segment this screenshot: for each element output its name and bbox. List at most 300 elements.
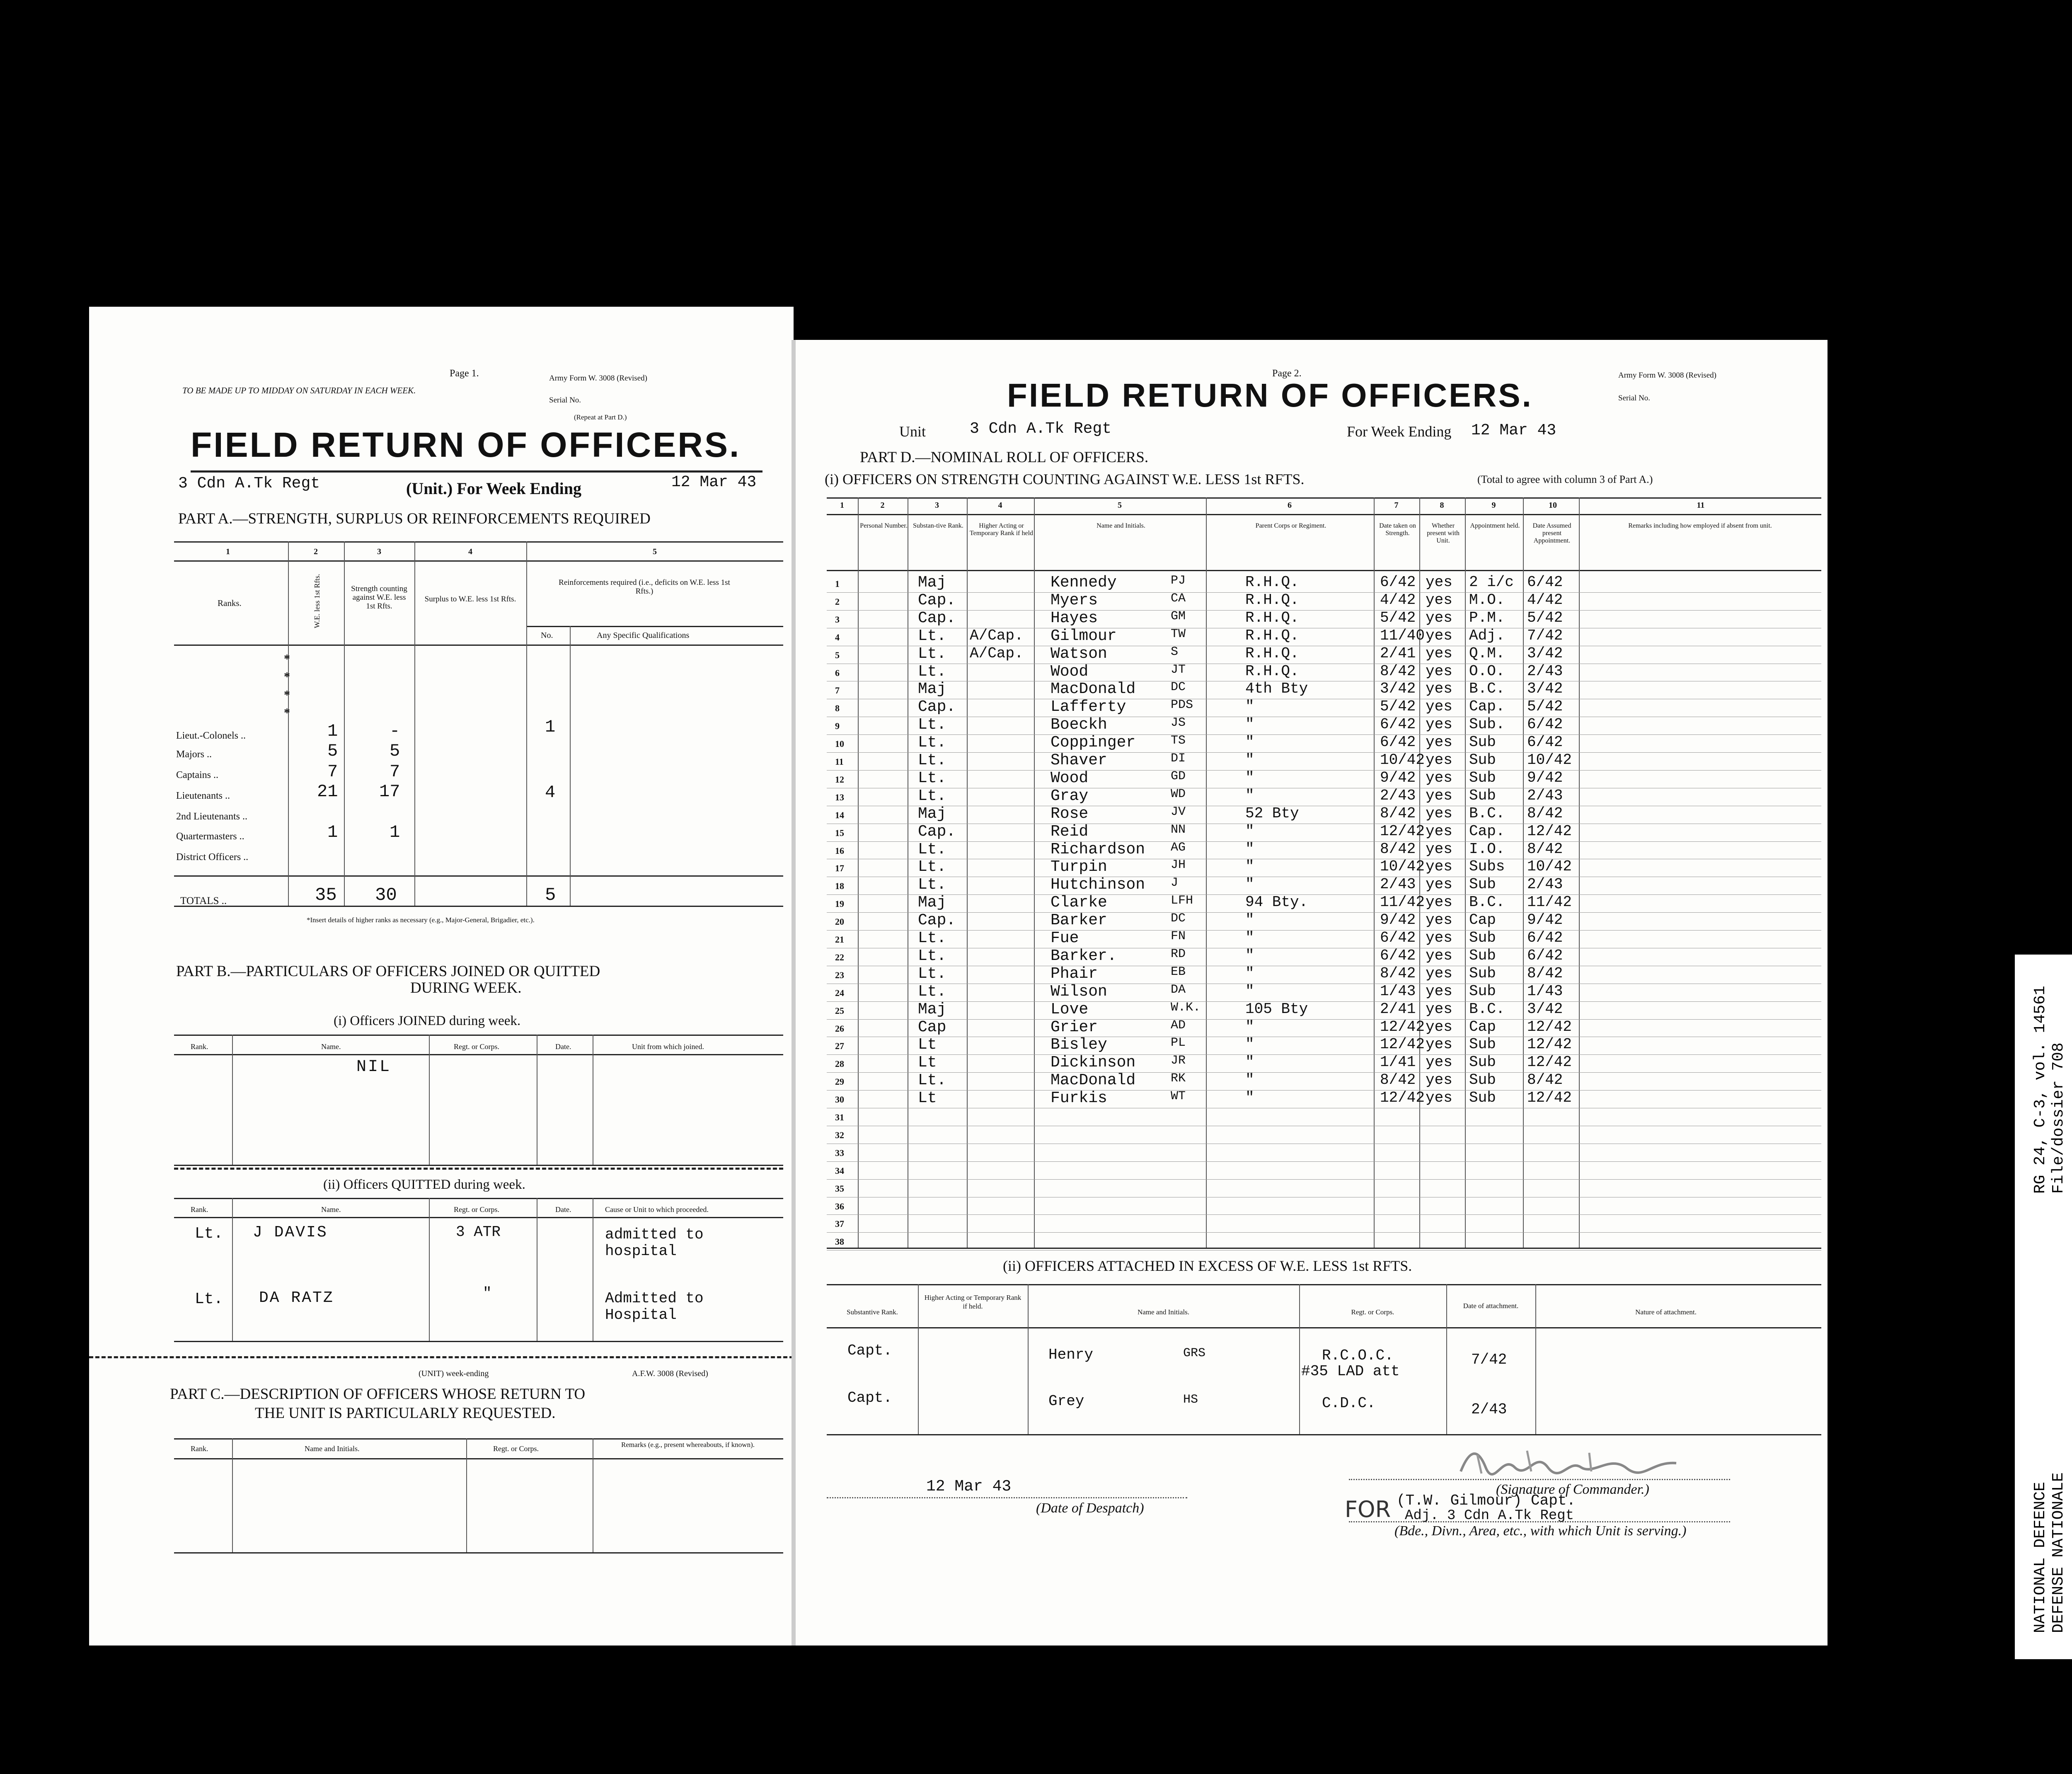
col-header: Date of attachment. [1463,1302,1519,1310]
row-number: 23 [835,969,844,980]
present-value: yes [1426,769,1452,786]
appointment-date-value: 12/42 [1527,1018,1572,1035]
part-c-heading-2: THE UNIT IS PARTICULARLY REQUESTED. [255,1405,556,1422]
appointment-value: Sub [1469,769,1496,786]
row-number: 27 [835,1041,844,1052]
name-value: Grey [1048,1393,1084,1410]
rank-label: Majors .. [176,749,212,760]
section-i-note: (Total to agree with column 3 of Part A.) [1477,473,1653,485]
name-value: Watson [1051,645,1107,663]
form-title: FIELD RETURN OF OFFICERS. [1007,377,1533,414]
present-value: yes [1426,876,1452,893]
corps-value: " [1245,751,1254,768]
rank-value: Lt. [918,965,946,983]
corps-value: " [1245,947,1254,964]
rank-value: Lt. [918,645,946,663]
row-number: 18 [835,881,844,892]
row-number: 16 [835,845,844,856]
appointment-date-value: 11/42 [1527,894,1572,911]
date-taken-value: 6/42 [1380,734,1416,751]
appointment-value: Adj. [1469,627,1505,644]
col-header: Parent Corps or Regiment. [1255,522,1326,529]
strength-value: 5 [390,741,400,761]
rank-label: District Officers .. [176,852,249,863]
date-taken-value: 4/42 [1380,591,1416,608]
date-taken-value: 2/41 [1380,1000,1416,1018]
col-header: Appointment held. [1470,522,1520,529]
row-number: 36 [835,1201,844,1212]
appointment-date-value: 2/43 [1527,876,1563,893]
present-value: yes [1426,982,1452,1000]
appointment-value: M.O. [1469,591,1505,608]
appointment-date-value: 3/42 [1527,680,1563,698]
initials-value: RK [1171,1071,1186,1086]
department-en: NATIONAL DEFENCE [2031,1482,2049,1633]
corps-value: 94 Bty. [1245,894,1308,911]
corps-value: " [1245,982,1254,1000]
appointment-date-value: 10/42 [1527,751,1572,768]
present-value: yes [1426,734,1452,751]
appointment-date-value: 12/42 [1527,822,1572,840]
rank-value: Lt. [918,858,946,876]
appointment-date-value: 5/42 [1527,698,1563,715]
initials-value: GD [1171,769,1186,783]
appointment-date-value: 2/43 [1527,662,1563,680]
name-value: J DAVIS [253,1224,328,1241]
row-number: 32 [835,1129,844,1140]
date-taken-value: 5/42 [1380,698,1416,715]
present-value: yes [1426,662,1452,680]
strength-value: 17 [379,782,400,802]
corps-value: " [1245,1036,1254,1053]
rank-value: Lt. [918,662,946,681]
col-header: Substan-tive Rank. [913,522,963,529]
col-header: Remarks including how employed if absent from unit. [1628,522,1772,529]
name-value: Grier [1051,1018,1098,1036]
row-number: 31 [835,1112,844,1122]
name-value: Fue [1051,929,1079,947]
date-taken-value: 8/42 [1380,805,1416,822]
appointment-value: Sub [1469,947,1496,964]
row-number: 10 [835,739,844,749]
appointment-date-value: 3/42 [1527,645,1563,662]
initials-value: PDS [1171,698,1193,713]
surplus-header: Surplus to W.E. less 1st Rfts. [424,595,516,603]
unit-value: 3 Cdn A.Tk Regt [178,475,320,492]
we-value: 7 [327,762,338,782]
corps-value: R.H.Q. [1245,627,1299,644]
date-taken-value: 11/42 [1380,894,1425,911]
row-number: 21 [835,934,844,945]
joined-nil: NIL [356,1058,392,1076]
initials-value: TS [1171,734,1186,748]
rank-label: Lieut.-Colonels .. [176,730,246,741]
col-number: 9 [1491,501,1496,510]
army-form-label: Army Form W. 3008 (Revised) [1618,371,1716,380]
date-taken-value: 12/42 [1380,1018,1425,1035]
rank-label: Captains .. [176,770,218,780]
rank-value: Lt. [918,734,946,752]
ranks-header: Ranks. [218,598,242,608]
present-value: yes [1426,858,1452,875]
date-taken-value: 6/42 [1380,716,1416,733]
corps-value: 105 Bty [1245,1000,1308,1018]
present-value: yes [1426,627,1452,644]
row-number: 26 [835,1023,844,1034]
corps-value: " [1245,929,1254,946]
col-header: Date. [555,1205,571,1214]
present-value: yes [1426,965,1452,982]
row-number: 13 [835,792,844,802]
present-value: yes [1426,1054,1452,1071]
name-value: Wood [1051,662,1089,681]
corps-value: #35 LAD att [1301,1363,1400,1380]
present-value: yes [1426,680,1452,698]
appointment-date-value: 3/42 [1527,1000,1563,1018]
present-value: yes [1426,751,1452,768]
rank-value: Cap [918,1018,946,1036]
initials-value: AG [1171,840,1186,855]
totals-we: 35 [315,885,337,906]
name-value: Gilmour [1051,627,1117,645]
col-header: Remarks (e.g., present whereabouts, if known). [621,1441,755,1449]
page-number: Page 1. [450,368,479,379]
form-page-2 [794,340,1828,1646]
initials-value: WD [1171,787,1186,801]
we-value: 1 [327,822,338,842]
appointment-value: Sub [1469,965,1496,982]
row-number: 38 [835,1236,844,1247]
initials-value: AD [1171,1018,1186,1032]
row-number: 25 [835,1005,844,1016]
date-taken-value: 8/42 [1380,662,1416,680]
part-b-heading: PART B.—PARTICULARS OF OFFICERS JOINED OR QUITTED [176,963,600,980]
date-taken-value: 2/41 [1380,645,1416,662]
initials-value: CA [1171,591,1186,606]
rank-value: Lt [918,1054,937,1072]
row-number: 24 [835,987,844,998]
col-number: 2 [880,501,885,510]
section-i-heading: (i) OFFICERS ON STRENGTH COUNTING AGAINST W.E. LESS 1st RFTS. [825,471,1305,487]
present-value: yes [1426,947,1452,964]
initials-value: JT [1171,662,1186,677]
archive-reference: RG 24, C-3, vol. 14561 [2031,986,2049,1194]
row-number: 34 [835,1165,844,1176]
appointment-value: Subs [1469,858,1505,875]
rank-value: Maj [918,680,946,698]
row-number: 9 [835,721,840,732]
name-value: Barker [1051,911,1107,930]
present-value: yes [1426,911,1452,929]
date-taken-value: 8/42 [1380,840,1416,858]
appointment-value: Sub [1469,734,1496,751]
rank-label: Lieutenants .. [176,790,230,801]
afw-label: A.F.W. 3008 (Revised) [632,1369,708,1378]
appointment-value: I.O. [1469,840,1505,858]
row-number: 19 [835,899,844,909]
appointment-value: Sub [1469,982,1496,1000]
rank-value: Cap. [918,591,956,609]
initials-value: DC [1171,680,1186,695]
rank-value: Lt. [918,627,946,645]
appointment-value: Sub [1469,929,1496,946]
col-header: Name and Initials. [1097,522,1145,529]
rank-value: Lt. [195,1225,223,1243]
corps-value: " [1245,965,1254,982]
appointment-date-value: 1/43 [1527,982,1563,1000]
appointment-date-value: 8/42 [1527,965,1563,982]
col-number: 2 [314,547,318,556]
higher-rank-value: A/Cap. [970,627,1024,644]
rank-value: Lt. [918,982,946,1001]
name-value: Reid [1051,822,1089,841]
rank-value: Lt. [918,1071,946,1090]
initials-value: HS [1183,1393,1198,1407]
rank-value: Lt. [918,840,946,858]
appointment-value: B.C. [1469,680,1505,698]
row-number: 5 [835,649,840,660]
week-ending-label: For Week Ending [1347,423,1452,440]
star-marker: * [284,670,290,683]
reinf-no-value: 4 [545,783,556,802]
row-number: 28 [835,1059,844,1069]
appointment-value: Sub [1469,787,1496,804]
rank-value: Lt. [918,751,946,769]
col-number: 4 [998,501,1002,510]
rank-value: Cap. [918,609,956,627]
name-value: Richardson [1051,840,1145,858]
col-header: Whether present with Unit. [1427,522,1460,544]
name-value: Barker. [1051,947,1117,965]
col-number: 3 [935,501,939,510]
col-header: Name. [321,1205,341,1214]
corps-value: " [1245,840,1254,858]
unit-label: Unit [899,423,926,440]
present-value: yes [1426,698,1452,715]
col-number: 5 [653,547,657,556]
week-ending-value: 12 Mar 43 [671,473,757,491]
rank-value: Maj [918,805,946,823]
row-number: 29 [835,1076,844,1087]
appointment-date-value: 6/42 [1527,716,1563,733]
repeat-note: (Repeat at Part D.) [574,413,627,421]
name-value: Kennedy [1051,574,1117,591]
appointment-date-value: 4/42 [1527,591,1563,608]
col-header: Name and Initials. [305,1444,360,1453]
we-value: 21 [317,782,338,802]
name-value: Henry [1048,1346,1094,1363]
name-value: Lafferty [1051,698,1126,716]
corps-value: " [1245,698,1254,715]
rank-value: Lt. [195,1290,223,1308]
present-value: yes [1426,840,1452,858]
row-number: 20 [835,916,844,927]
date-taken-value: 11/40 [1380,627,1425,644]
corps-value: " [1245,1089,1254,1107]
appointment-date-value: 5/42 [1527,609,1563,626]
row-number: 1 [835,579,840,589]
col-header: Regt. or Corps. [1351,1308,1394,1316]
initials-value: TW [1171,627,1186,641]
row-number: 12 [835,774,844,785]
strength-value: 7 [390,762,400,782]
form-title: FIELD RETURN OF OFFICERS. [191,425,741,464]
col-header: Regt. or Corps. [454,1205,499,1214]
appointment-value: Q.M. [1469,645,1505,662]
corps-value: R.C.O.C. [1322,1347,1394,1364]
unit-week-ending: (UNIT) week-ending [419,1369,489,1378]
initials-value: GRS [1183,1346,1206,1360]
appointment-value: Cap [1469,911,1496,929]
row-number: 8 [835,703,840,714]
col-number: 1 [226,547,230,556]
col-header: Date Assumed present Appointment. [1532,522,1571,544]
initials-value: J [1171,876,1179,890]
date-taken-value: 12/42 [1380,1036,1425,1053]
present-value: yes [1426,609,1452,626]
present-value: yes [1426,1000,1452,1018]
row-number: 33 [835,1147,844,1158]
date-taken-value: 8/42 [1380,965,1416,982]
date-taken-value: 6/42 [1380,947,1416,964]
corps-value: " [1245,911,1254,929]
present-value: yes [1426,645,1452,662]
initials-value: JR [1171,1054,1186,1068]
initials-value: PJ [1171,574,1186,588]
date-taken-value: 9/42 [1380,911,1416,929]
date-taken-value: 1/41 [1380,1054,1416,1071]
signature-label: (Signature of Commander.) [1496,1482,1649,1497]
present-value: yes [1426,1036,1452,1053]
bde-label: (Bde., Divn., Area, etc., with which Unit is serving.) [1394,1523,1687,1539]
present-value: yes [1426,1018,1452,1035]
appointment-value: 2 i/c [1469,574,1514,591]
col-header: Cause or Unit to which proceeded. [605,1205,709,1214]
col-header: Regt. or Corps. [454,1042,499,1051]
name-value: Boeckh [1051,716,1107,734]
row-number: 7 [835,685,840,696]
initials-value: FN [1171,929,1186,943]
rank-value: Maj [918,894,946,912]
archive-file: File/dossier 708 [2050,1042,2067,1194]
present-value: yes [1426,822,1452,840]
initials-value: EB [1171,965,1186,979]
name-value: Hutchinson [1051,876,1145,894]
col-header: Rank. [191,1042,208,1051]
rank-value: Cap. [918,911,956,930]
date-value: 2/43 [1471,1401,1507,1418]
present-value: yes [1426,1071,1452,1089]
date-taken-value: 9/42 [1380,769,1416,786]
col-number: 10 [1549,501,1557,510]
appointment-date-value: 12/42 [1527,1089,1572,1107]
cause-value: admitted to [605,1226,704,1243]
col-number: 11 [1697,501,1705,510]
date-taken-value: 8/42 [1380,1071,1416,1089]
part-d-heading: PART D.—NOMINAL ROLL OF OFFICERS. [860,449,1149,466]
corps-value: " [1245,1018,1254,1035]
date-taken-value: 10/42 [1380,858,1425,875]
star-marker: * [284,706,290,720]
cause-value: hospital [605,1243,677,1260]
corps-value: " [1245,1054,1254,1071]
appointment-value: Sub [1469,1054,1496,1071]
corps-value: " [1245,716,1254,733]
name-value: Bisley [1051,1036,1107,1054]
appointment-value: Cap. [1469,822,1505,840]
unit-week-label: (Unit.) For Week Ending [406,479,582,498]
appointment-date-value: 6/42 [1527,947,1563,964]
despatch-label: (Date of Despatch) [1036,1500,1144,1516]
totals-strength: 30 [375,885,397,906]
cause-value: Admitted to [605,1290,704,1307]
rank-value: Lt [918,1036,937,1054]
date-taken-value: 6/42 [1380,929,1416,946]
quitted-title: (ii) Officers QUITTED during week. [323,1177,525,1192]
row-number: 11 [835,756,844,767]
appointment-value: B.C. [1469,1000,1505,1018]
present-value: yes [1426,787,1452,804]
corps-value: R.H.Q. [1245,645,1299,662]
corps-value: " [1245,1071,1254,1089]
initials-value: DC [1171,911,1186,926]
initials-value: DA [1171,982,1186,997]
date-taken-value: 3/42 [1380,680,1416,698]
rank-value: Lt. [918,716,946,734]
corps-value: " [1245,858,1254,875]
date-taken-value: 12/42 [1380,822,1425,840]
name-value: Clarke [1051,894,1107,912]
name-value: Furkis [1051,1089,1107,1108]
appointment-date-value: 6/42 [1527,734,1563,751]
army-form-label: Army Form W. 3008 (Revised) [549,374,647,383]
corps-value: " [1245,734,1254,751]
date-taken-value: 1/43 [1380,982,1416,1000]
initials-value: PL [1171,1036,1186,1050]
col-header: Substantive Rank. [847,1308,898,1316]
part-b-heading-2: DURING WEEK. [410,979,522,996]
star-marker: * [284,652,290,666]
rank-value: Lt. [918,769,946,787]
rank-value: Capt. [847,1389,893,1406]
appointment-date-value: 8/42 [1527,805,1563,822]
strength-header: Strength counting against W.E. less 1st Rfts. [351,584,407,611]
signer-name: (T.W. Gilmour) Capt. [1397,1492,1576,1509]
corps-value: R.H.Q. [1245,591,1299,608]
serial-label: Serial No. [549,396,581,405]
rank-value: Cap. [918,698,956,716]
name-value: Coppinger [1051,734,1136,752]
row-number: 17 [835,863,844,874]
col-header: Date taken on Strength. [1379,522,1416,537]
part-c-heading: PART C.—DESCRIPTION OF OFFICERS WHOSE RETURN TO [170,1386,586,1403]
initials-value: W.K. [1171,1000,1201,1015]
section-ii-heading: (ii) OFFICERS ATTACHED IN EXCESS OF W.E. LESS 1st RFTS. [1003,1258,1412,1274]
appointment-date-value: 6/42 [1527,574,1563,591]
present-value: yes [1426,1089,1452,1107]
corps-value: R.H.Q. [1245,574,1299,591]
rank-value: Maj [918,574,946,591]
initials-value: S [1171,645,1179,659]
name-value: Dickinson [1051,1054,1136,1072]
rank-value: Lt. [918,876,946,894]
page-number: Page 2. [1272,368,1302,379]
col-number: 6 [1288,501,1292,510]
rank-value: Lt. [918,787,946,805]
totals-label: TOTALS .. [180,895,227,906]
name-value: Love [1051,1000,1089,1018]
appointment-date-value: 8/42 [1527,840,1563,858]
